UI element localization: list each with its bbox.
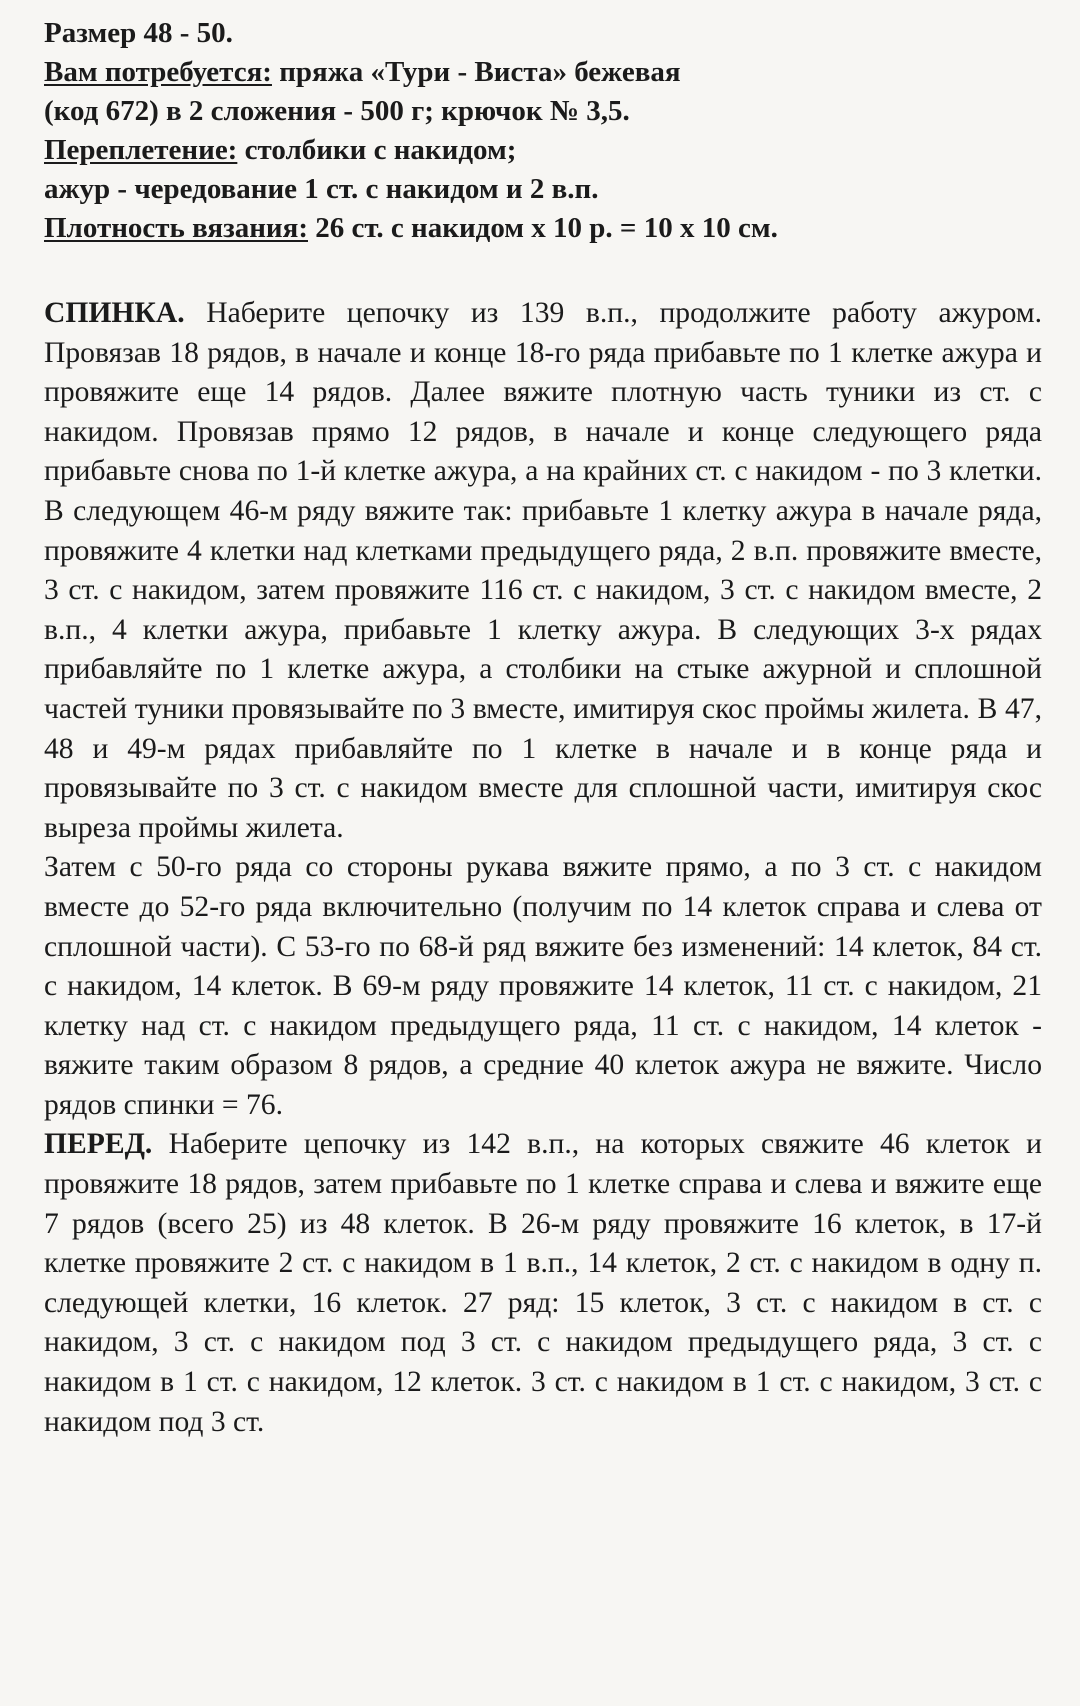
front-heading: ПЕРЕД. (44, 1128, 153, 1161)
back-heading: СПИНКА. (44, 297, 185, 329)
materials-text-2: (код 672) в 2 сложения - 500 г; крючок № 3,5. (44, 95, 630, 127)
openwork-text: ажур - чередование 1 ст. с накидом и 2 в.п. (44, 173, 599, 205)
materials-line (44, 53, 1042, 92)
weave-line (44, 131, 1042, 170)
weave-label: Переплетение: (44, 134, 238, 166)
back-paragraph-2 (44, 848, 1042, 1125)
materials-text: пряжа «Тури - Виста» бежевая (271, 56, 681, 88)
density-line (44, 209, 1042, 248)
materials-label: Вам потребуется: (44, 56, 272, 88)
back-text-2: Затем с 50-го ряда со стороны рукава вяжите прямо, а по 3 ст. с накидом вместе до 52-го ряда включительно (получим по 14 клеток справа и слева от сплошной части). С 53-го по 68-й ряд вяжите без изменений: 14 клеток, 84 ст. с накидом, 14 клеток. В 69-м ряду провяжите 14 клеток, 11 ст. с накидом, 21 клетку над ст. с накидом предыдущего ряда, 11 ст. с накидом, 14 клеток - вяжите таким образом 8 рядов, а средние 40 клеток ажура не вяжите. Число рядов спинки = 76. (44, 851, 1042, 1121)
materials-line-2 (44, 92, 1042, 131)
front-paragraph (44, 1125, 1042, 1442)
openwork-line (44, 170, 1042, 209)
back-text: Наберите цепочку из 139 в.п., продолжите работу ажуром. Провязав 18 рядов, в начале и конце 18-го ряда прибавьте по 1 клетке ажура и провяжите еще 14 рядов. Далее вяжите плотную часть туники из ст. с накидом. Провязав прямо 12 рядов, в начале и конце следующего ряда прибавьте снова по 1-й клетке ажура, а на крайних ст. с накидом - по 3 клетки. В следующем 46-м ряду вяжите так: прибавьте 1 клетку ажура в начале ряда, провяжите 4 клетки над клетками предыдущего ряда, 2 в.п. провяжите вместе, 3 ст. с накидом, затем провяжите 116 ст. с накидом, 3 ст. с накидом вместе, 2 в.п., 4 клетки ажура, прибавьте 1 клетку ажура. В следующих 3-х рядах прибавляйте по 1 клетке ажура, а столбики на стыке ажурной и сплошной частей туники провязывайте по 3 вместе, имитируя скос проймы жилета. В 47, 48 и 49-м рядах прибавляйте по 1 клетке в начале и в конце ряда и провязывайте по 3 ст. с накидом вместе для сплошной части, имитируя скос выреза проймы жилета. (44, 297, 1042, 844)
density-label: Плотность вязания: (44, 212, 308, 244)
size-text: Размер 48 - 50. (44, 17, 233, 49)
density-text: 26 ст. с накидом х 10 р. = 10 х 10 см. (308, 212, 778, 244)
section-gap (44, 248, 1042, 294)
instructions (44, 294, 1042, 1442)
size-line (44, 14, 1042, 53)
pattern-specs (44, 14, 1042, 248)
weave-text: столбики с накидом; (237, 134, 517, 166)
back-paragraph (44, 294, 1042, 848)
front-text: Наберите цепочку из 142 в.п., на которых свяжите 46 клеток и провяжите 18 рядов, затем прибавьте по 1 клетке справа и слева и вяжите еще 7 рядов (всего 25) из 48 клеток. В 26-м ряду провяжите 16 клеток, в 17-й клетке провяжите 2 ст. с накидом в 1 в.п., 14 клеток, 2 ст. с накидом в одну п. следующей клетки, 16 клеток. 27 ряд: 15 клеток, 3 ст. с накидом в ст. с накидом, 3 ст. с накидом под 3 ст. с накидом предыдущего ряда, 3 ст. с накидом в 1 ст. с накидом, 12 клеток. 3 ст. с накидом в 1 ст. с накидом, 3 ст. с накидом под 3 ст. (44, 1128, 1042, 1438)
